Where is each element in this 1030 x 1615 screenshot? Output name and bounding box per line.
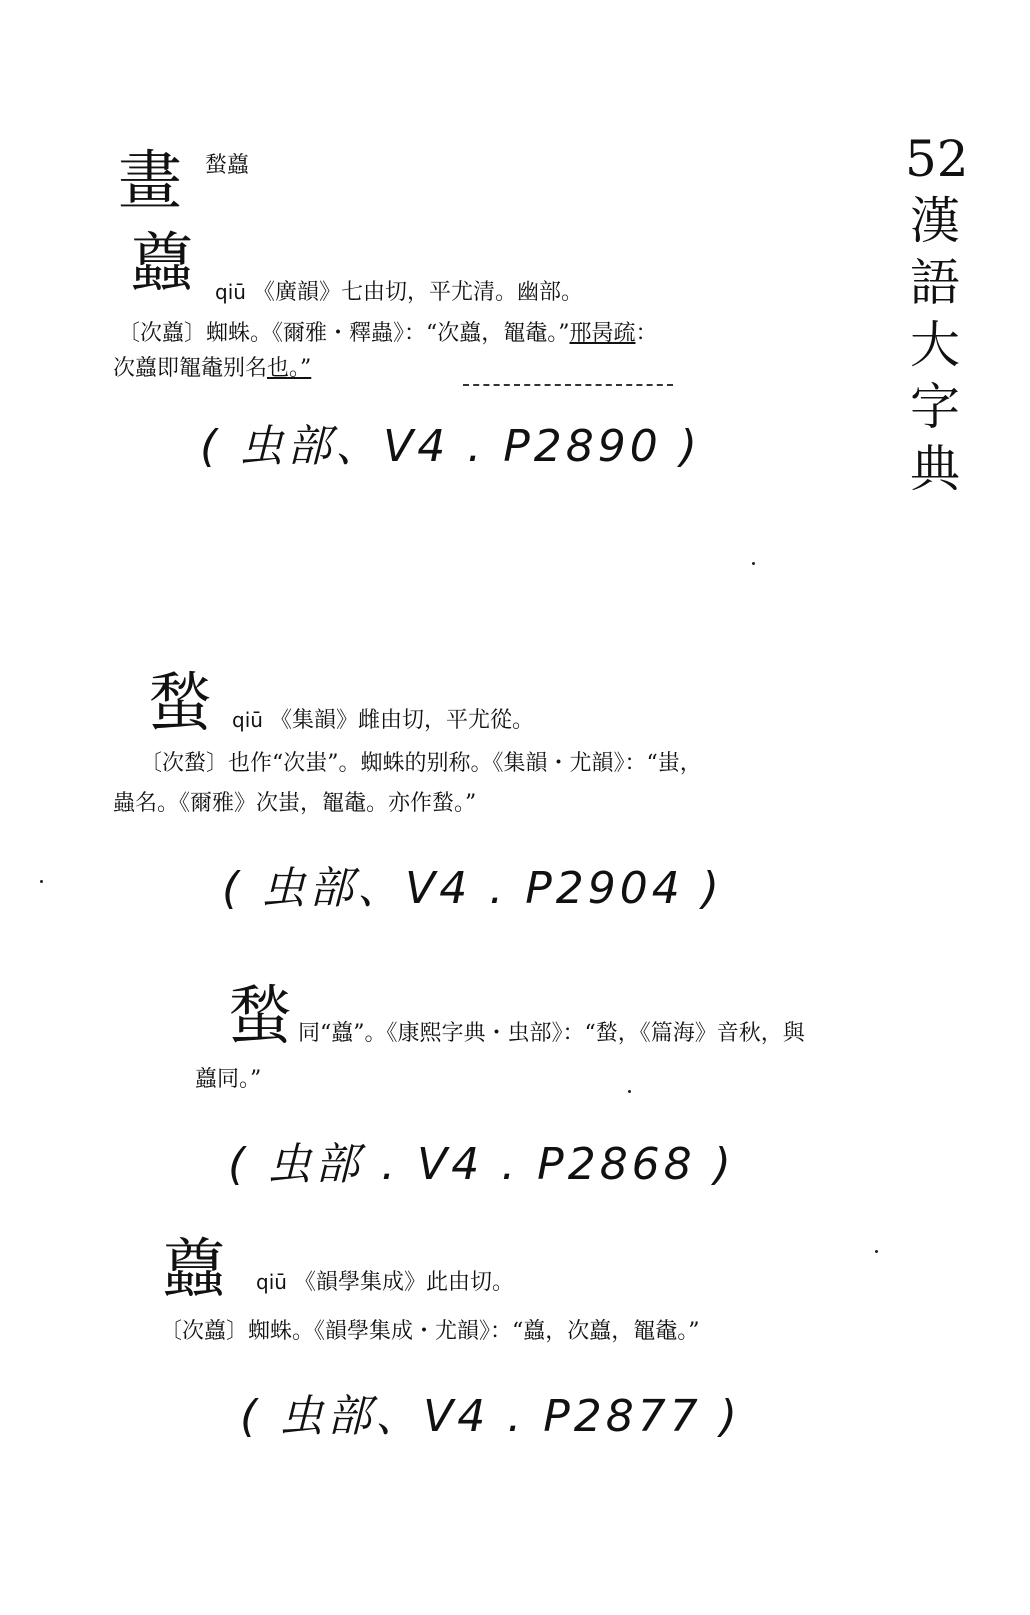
entry3-headword: 蝵 — [228, 980, 292, 1054]
scan-speck — [40, 880, 43, 883]
book-title-char: 典 — [910, 440, 960, 498]
entry2-headword: 蝵 — [148, 667, 212, 741]
entry1-commentator: 邢昺疏 — [569, 321, 636, 346]
entry1-source: 《廣韻》七由切，平尤清。幽部。 — [252, 280, 583, 305]
entry2-handwritten-ref: ( 虫部、V4 . P2904 ) — [222, 863, 723, 914]
entry3-handwritten-ref: ( 虫部 . V4 . P2868 ) — [228, 1139, 735, 1190]
entry3-line1: 同“蠤”。《康熙字典・虫部》：“蝵，《篇海》音秋，與 — [298, 1021, 805, 1046]
entry1-line2 — [118, 320, 658, 348]
entry2-pinyin: qiū — [232, 708, 263, 732]
entry1-colon: ： — [635, 321, 658, 346]
entry4-handwritten-ref: ( 虫部、V4 . P2877 ) — [240, 1391, 741, 1442]
entry1-line1 — [215, 278, 583, 307]
book-title-vertical — [905, 128, 969, 500]
entry4-line1 — [256, 1268, 514, 1297]
entry1-definition: 〔次蠤〕蜘蛛。《爾雅・釋蟲》：“次蠤，鼅鼄。” — [118, 321, 570, 346]
entry2-line2: 〔次蝵〕也作“次蚩”。蜘蛛的别称。《集韻・尤韻》：“蚩， — [140, 751, 702, 776]
entry4-pinyin: qiū — [256, 1270, 287, 1294]
entry1-variant-small: 蝵蠤 — [205, 153, 250, 178]
entry2-source: 《集韻》雌由切，平尤從。 — [269, 708, 534, 733]
scan-speck — [628, 1090, 631, 1093]
entry4-source: 《韻學集成》此由切。 — [293, 1270, 514, 1295]
book-title-char: 漢 — [910, 192, 960, 250]
entry1-quote-end: 也。” — [267, 356, 312, 381]
book-title-char: 大 — [910, 316, 960, 374]
scan-speck — [752, 562, 755, 565]
entry4-headword: 蠤 — [162, 1233, 226, 1307]
entry2-line3: 蟲名。《爾雅》次蚩，鼅鼄。亦作蝵。” — [113, 791, 477, 816]
entry4-line2: 〔次蠤〕蜘蛛。《韻學集成・尤韻》：“蠤，次蠤，鼅鼄。” — [160, 1319, 700, 1344]
entry1-headword: 蠤 — [130, 227, 194, 301]
book-title-char: 語 — [910, 254, 960, 312]
entry1-line3 — [113, 355, 311, 383]
book-number: 52 — [905, 130, 969, 188]
book-title-char: 字 — [910, 378, 960, 436]
dashed-rule — [463, 384, 673, 386]
entry1-pinyin: qiū — [215, 280, 246, 304]
scan-speck — [875, 1250, 878, 1253]
entry2-line1 — [232, 706, 534, 735]
entry3-line2: 蠤同。” — [195, 1067, 262, 1092]
entry1-variant-heading: 畫 — [118, 145, 182, 219]
entry1-quote: 次蠤即鼅鼄别名 — [113, 356, 268, 381]
entry1-handwritten-ref: ( 虫部、V4 . P2890 ) — [200, 421, 701, 472]
